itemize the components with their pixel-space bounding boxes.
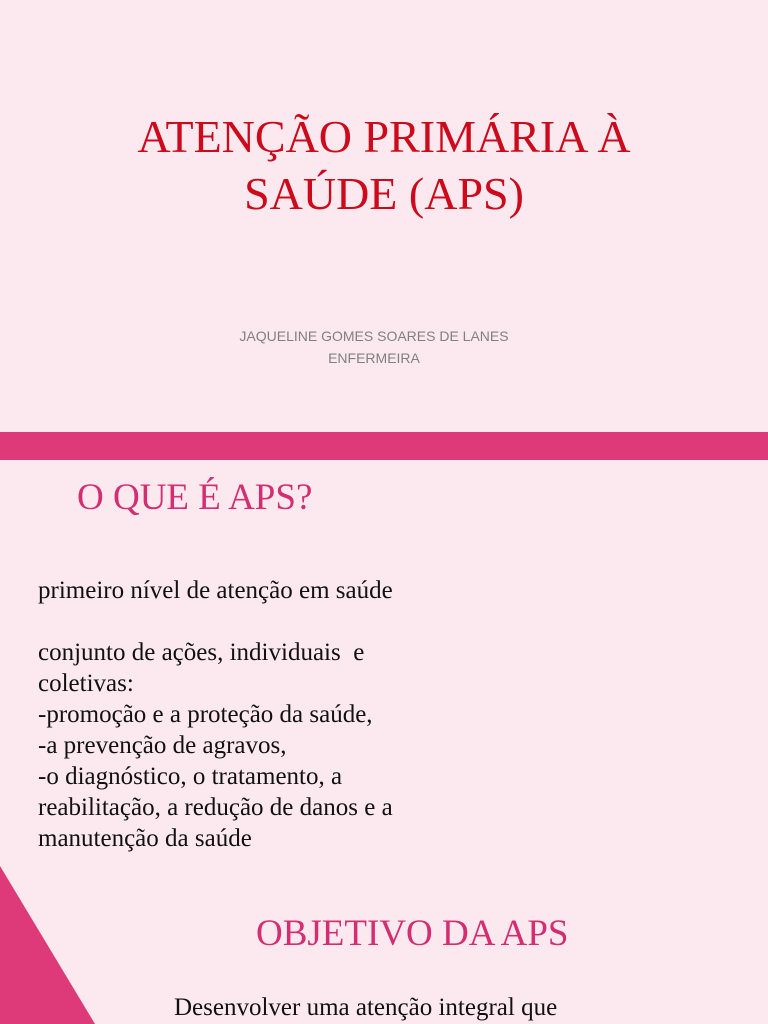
body-line: coletivas: <box>38 670 134 697</box>
decorative-triangle <box>0 866 95 1024</box>
slide-1 <box>0 0 768 432</box>
slide-3 <box>0 866 768 1024</box>
body-line: conjunto de ações, individuais e <box>38 639 365 666</box>
slide-title-line: ATENÇÃO PRIMÁRIA À <box>137 111 631 162</box>
slide-title <box>0 108 768 222</box>
author-role: ENFERMEIRA <box>328 350 420 366</box>
body-line: reabilitação, a redução de danos e a <box>38 794 393 821</box>
slide-heading: OBJETIVO DA APS <box>256 913 569 954</box>
slide-body <box>38 575 558 854</box>
body-line: manutenção da saúde <box>38 825 252 852</box>
slide-heading: O QUE É APS? <box>77 477 313 518</box>
body-line: Desenvolver uma atenção integral que <box>174 994 558 1021</box>
slide-separator <box>0 432 768 460</box>
author-name: JAQUELINE GOMES SOARES DE LANES <box>239 328 509 344</box>
body-line: primeiro nível de atenção em saúde <box>38 577 393 604</box>
body-line: -o diagnóstico, o tratamento, a <box>38 763 343 790</box>
slide-2 <box>0 460 768 866</box>
author-block <box>0 325 748 369</box>
body-line: -promoção e a proteção da saúde, <box>38 701 373 728</box>
slide-title-line: SAÚDE (APS) <box>244 168 524 219</box>
body-line: -a prevenção de agravos, <box>38 732 287 759</box>
paragraph-gap <box>38 606 558 637</box>
